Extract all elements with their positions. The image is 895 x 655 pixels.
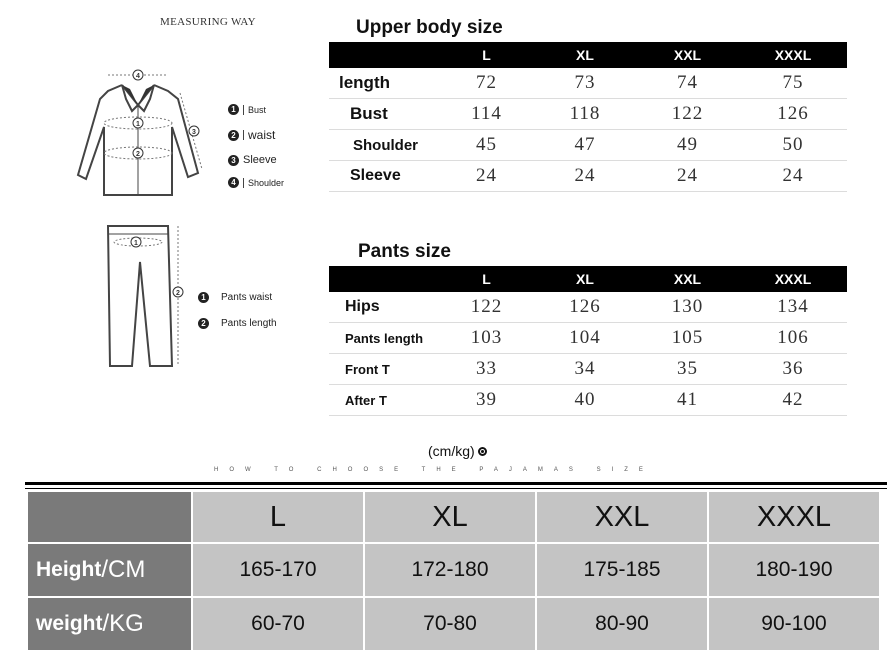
column-header: XL: [534, 42, 636, 68]
table-cell: 105: [636, 323, 739, 354]
weight-row-label: [28, 598, 191, 650]
table-row: [329, 68, 847, 99]
number-badge: 3: [228, 155, 239, 166]
table-cell: 130: [636, 292, 739, 323]
column-header: L: [439, 42, 534, 68]
legend-label: Bust: [248, 104, 267, 115]
weight-label: weight: [36, 612, 103, 635]
upper-size-title: Upper body size: [356, 17, 503, 38]
svg-text:1: 1: [136, 121, 140, 128]
grid-cell: 175-185: [537, 544, 707, 596]
number-badge: 2: [198, 318, 209, 329]
table-cell: 40: [534, 385, 636, 416]
row-label: Pants length: [329, 323, 439, 354]
jacket-diagram-icon: [60, 65, 220, 205]
table-cell: 122: [439, 292, 534, 323]
legend-label: waist: [248, 128, 276, 142]
column-header: XXXL: [739, 266, 847, 292]
table-row: [329, 130, 847, 161]
number-badge: 1: [228, 104, 239, 115]
svg-text:4: 4: [136, 73, 140, 80]
table-cell: 42: [739, 385, 847, 416]
size-choose-grid: [28, 492, 880, 646]
table-cell: 24: [439, 161, 534, 192]
table-cell: 72: [439, 68, 534, 99]
table-header-row: [329, 266, 847, 292]
column-header: XL: [534, 266, 636, 292]
table-cell: 73: [534, 68, 636, 99]
height-unit: /CM: [101, 556, 146, 583]
table-cell: 41: [636, 385, 739, 416]
corner-cell: [329, 42, 439, 68]
divider-bar: [243, 178, 244, 188]
table-cell: 74: [636, 68, 739, 99]
table-cell: 75: [739, 68, 847, 99]
divider-bar: [243, 105, 244, 115]
grid-column-header: XL: [365, 492, 535, 542]
divider-bar: [243, 130, 244, 140]
table-cell: 118: [534, 99, 636, 130]
legend-label: Sleeve: [243, 154, 277, 166]
table-row: [329, 385, 847, 416]
table-cell: 122: [636, 99, 739, 130]
grid-cell: 90-100: [709, 598, 879, 650]
weight-unit: /KG: [102, 610, 144, 637]
legend-label: Shoulder: [248, 177, 285, 188]
number-badge: 2: [228, 130, 239, 141]
height-row-label: [28, 544, 191, 596]
table-header-row: [329, 42, 847, 68]
table-cell: 34: [534, 354, 636, 385]
table-row: [329, 99, 847, 130]
legend-item-waist: [228, 128, 275, 142]
row-label: Sleeve: [329, 161, 439, 192]
pants-diagram-icon: [100, 222, 190, 372]
grid-column-header: L: [193, 492, 363, 542]
svg-text:3: 3: [192, 129, 196, 136]
pants-size-table: [329, 266, 847, 416]
table-cell: 106: [739, 323, 847, 354]
table-cell: 45: [439, 130, 534, 161]
column-header: L: [439, 266, 534, 292]
divider-thick: [25, 482, 887, 485]
unit-label: (cm/kg): [428, 443, 475, 459]
corner-cell: [329, 266, 439, 292]
legend-label: Pants waist: [221, 292, 273, 303]
number-badge: 4: [228, 177, 239, 188]
column-header: XXXL: [739, 42, 847, 68]
how-to-choose-heading: HOW TO CHOOSE THE PAJAMAS SIZE: [214, 467, 654, 473]
row-label: Hips: [329, 292, 439, 323]
legend-item-shoulder: [228, 177, 284, 188]
circle-dot-icon: [478, 447, 487, 456]
table-cell: 33: [439, 354, 534, 385]
table-cell: 24: [534, 161, 636, 192]
table-cell: 49: [636, 130, 739, 161]
row-label: Front T: [329, 354, 439, 385]
table-cell: 24: [739, 161, 847, 192]
svg-text:2: 2: [136, 151, 140, 158]
table-cell: 126: [739, 99, 847, 130]
grid-cell: 165-170: [193, 544, 363, 596]
row-label: After T: [329, 385, 439, 416]
upper-size-table: [329, 42, 847, 192]
measuring-way-title: MEASURING WAY: [160, 16, 256, 28]
table-row: [329, 161, 847, 192]
grid-cell: 80-90: [537, 598, 707, 650]
table-row: [329, 292, 847, 323]
table-cell: 134: [739, 292, 847, 323]
table-cell: 36: [739, 354, 847, 385]
legend-item-sleeve: [228, 154, 277, 166]
table-row: [329, 323, 847, 354]
svg-text:1: 1: [134, 240, 138, 247]
table-cell: 24: [636, 161, 739, 192]
divider-thin: [25, 488, 887, 489]
table-cell: 103: [439, 323, 534, 354]
table-cell: 35: [636, 354, 739, 385]
legend-item-pants-length: [198, 318, 277, 329]
legend-label: Pants length: [221, 318, 277, 329]
table-cell: 126: [534, 292, 636, 323]
row-label: length: [329, 68, 439, 99]
grid-cell: 70-80: [365, 598, 535, 650]
grid-cell: 172-180: [365, 544, 535, 596]
pants-size-title: Pants size: [358, 241, 451, 262]
grid-cell: 180-190: [709, 544, 879, 596]
table-cell: 104: [534, 323, 636, 354]
table-cell: 114: [439, 99, 534, 130]
unit-note: [428, 443, 487, 459]
table-cell: 47: [534, 130, 636, 161]
table-row: [329, 354, 847, 385]
column-header: XXL: [636, 42, 739, 68]
table-cell: 50: [739, 130, 847, 161]
row-label: Shoulder: [329, 130, 439, 161]
number-badge: 1: [198, 292, 209, 303]
height-label: Height: [36, 558, 102, 581]
grid-column-header: XXXL: [709, 492, 879, 542]
grid-cell: 60-70: [193, 598, 363, 650]
legend-item-pants-waist: [198, 292, 272, 303]
grid-corner-cell: [28, 492, 191, 542]
table-cell: 39: [439, 385, 534, 416]
grid-column-header: XXL: [537, 492, 707, 542]
legend-item-bust: [228, 104, 266, 115]
column-header: XXL: [636, 266, 739, 292]
row-label: Bust: [329, 99, 439, 130]
svg-text:2: 2: [176, 290, 180, 297]
